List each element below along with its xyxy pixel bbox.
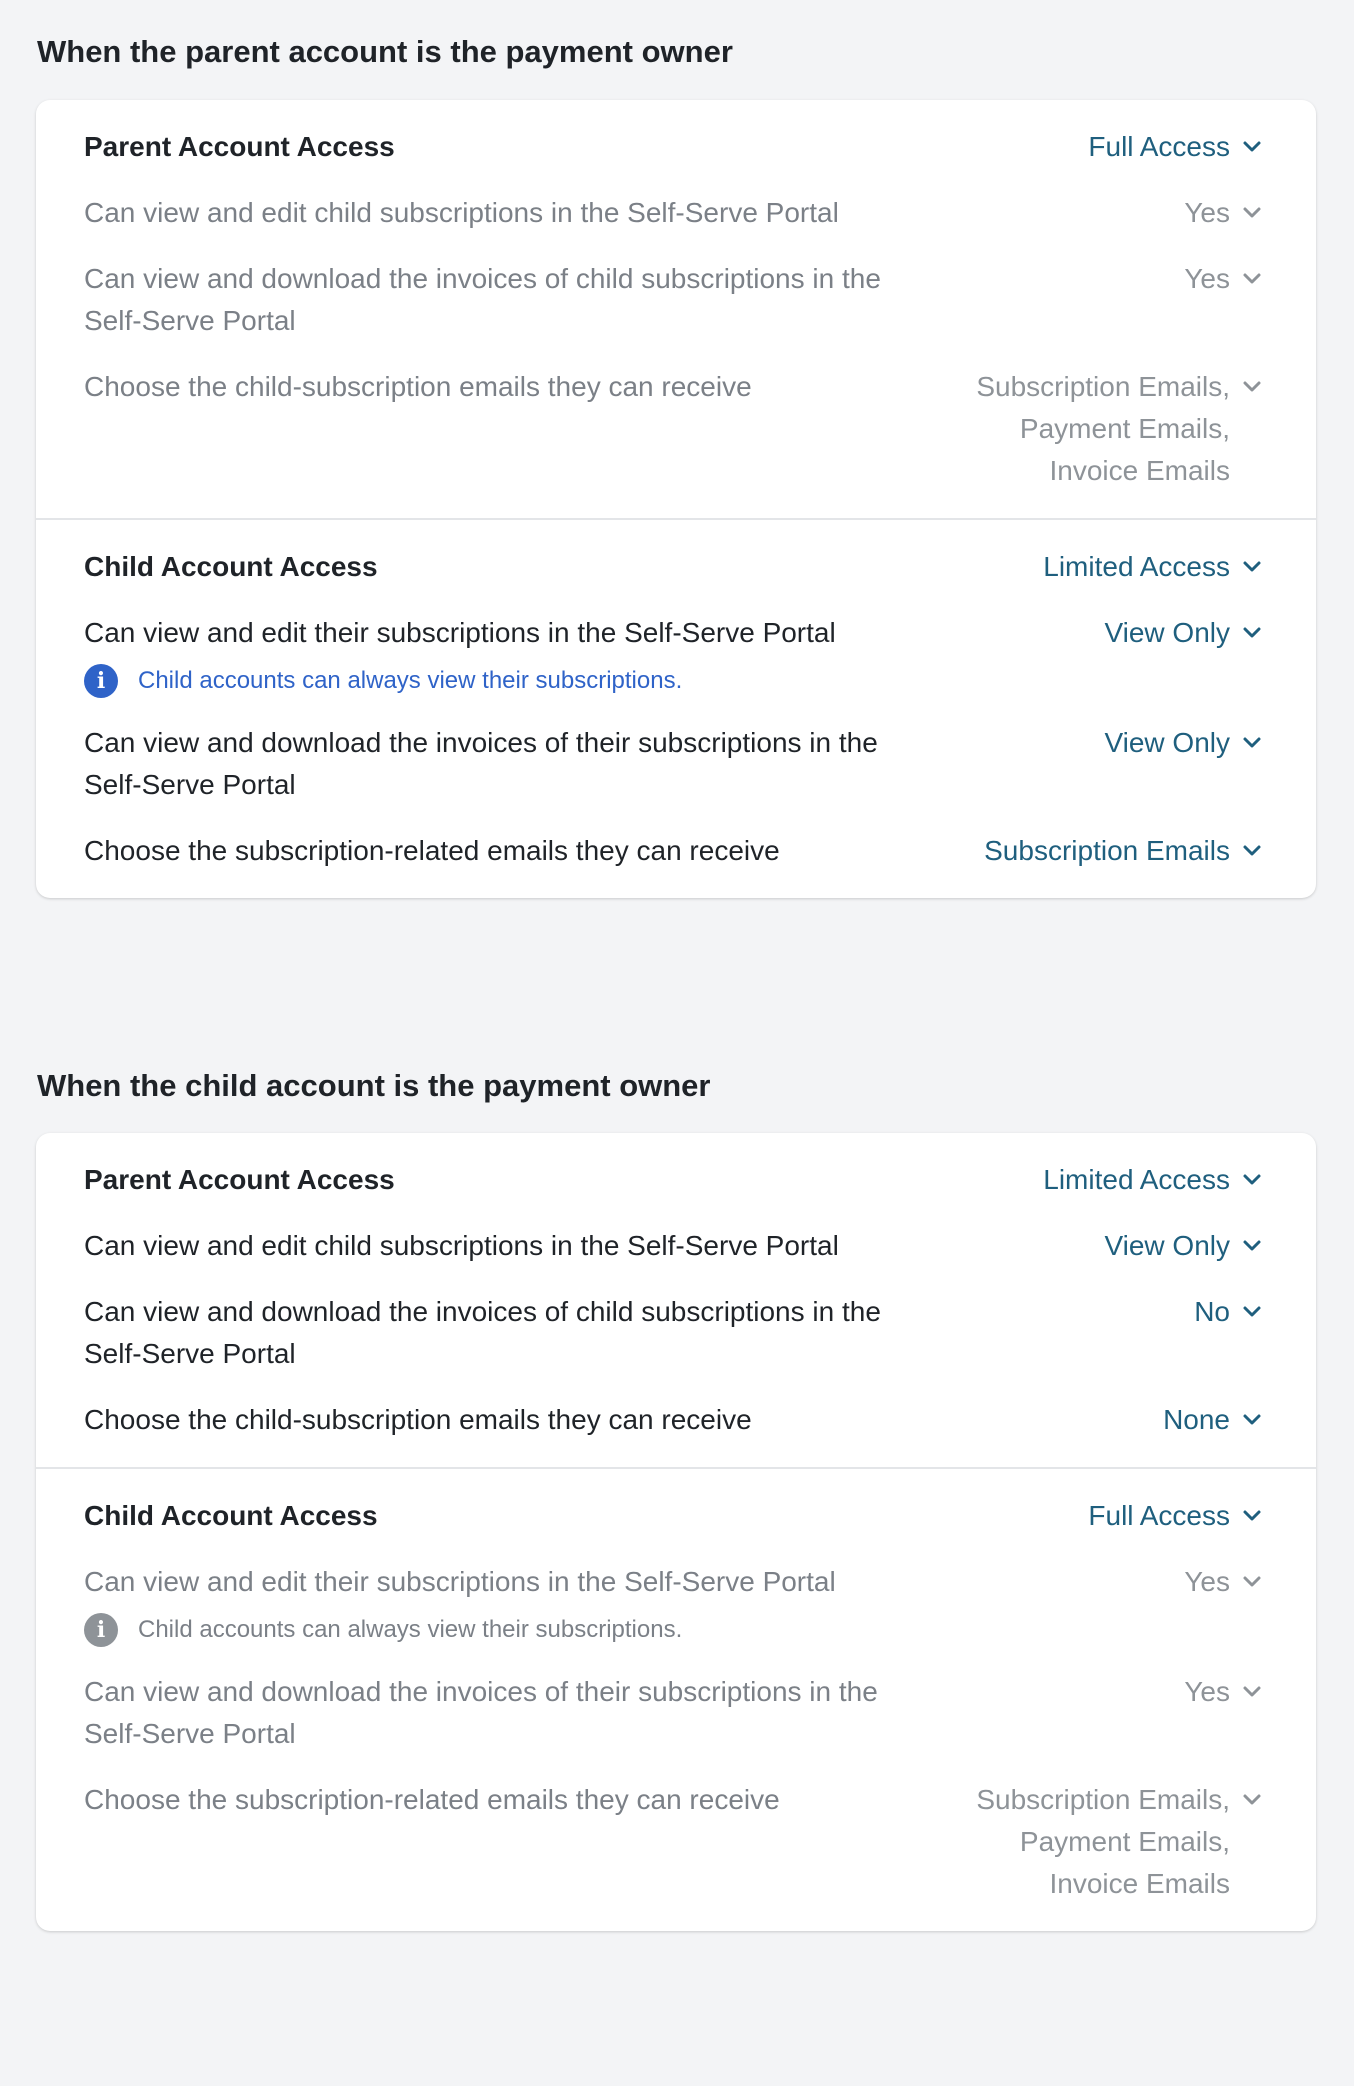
setting-label: Can view and edit their subscriptions in the Self-Serve Portal [84,1566,836,1597]
setting-select[interactable] [1184,1671,1268,1713]
setting-label: Choose the child-subscription emails they can receive [84,1404,752,1435]
setting-value: View Only [1104,727,1230,758]
setting-value-line: Subscription Emails, [976,371,1230,402]
setting-row [84,192,1268,234]
child-access-value: Full Access [1088,1500,1230,1531]
setting-value-line: Invoice Emails [1049,455,1230,486]
setting-row [84,830,1268,872]
setting-label: Can view and download the invoices of child subscriptions in the Self-Serve Portal [84,1296,881,1369]
setting-value: Yes [1184,263,1230,294]
parent-owner-card [36,100,1316,898]
setting-row [84,1561,1268,1603]
info-note-text: Child accounts can always view their subscriptions. [138,1616,683,1643]
setting-row [84,1399,1268,1441]
setting-label: Choose the child-subscription emails they can receive [84,371,752,402]
chevron-down-icon [1236,1291,1268,1333]
setting-value [976,1779,1230,1905]
setting-label: Choose the subscription-related emails they can receive [84,1784,780,1815]
setting-value: No [1194,1296,1230,1327]
parent-access-value: Full Access [1088,131,1230,162]
setting-value: Yes [1184,197,1230,228]
info-note-text: Child accounts can always view their subscriptions. [138,667,683,694]
setting-value-line: Payment Emails, [1019,1826,1230,1857]
setting-label: Can view and download the invoices of their subscriptions in the Self-Serve Portal [84,1676,878,1749]
setting-select[interactable] [976,366,1268,492]
setting-value [976,366,1230,492]
setting-value: Yes [1184,1566,1230,1597]
setting-select[interactable] [1184,258,1268,300]
child-owner-card [36,1133,1316,1931]
parent-access-heading: Parent Account Access [84,1164,395,1195]
setting-row [84,1671,1268,1755]
setting-label: Can view and download the invoices of child subscriptions in the Self-Serve Portal [84,263,881,336]
chevron-down-icon [1236,258,1268,300]
setting-label: Choose the subscription-related emails they can receive [84,835,780,866]
info-icon: i [84,1613,118,1647]
child-access-select[interactable] [1043,546,1268,588]
info-note [84,664,1268,698]
section-title-child-owner: When the child account is the payment owner [37,1068,711,1103]
setting-select[interactable] [1184,192,1268,234]
setting-value: Subscription Emails [984,835,1230,866]
chevron-down-icon [1236,1159,1268,1201]
setting-select[interactable] [1104,722,1268,764]
parent-access-row [84,126,1268,168]
child-account-access-group [36,518,1316,898]
setting-select[interactable] [1194,1291,1268,1333]
parent-access-select[interactable] [1088,126,1268,168]
parent-access-select[interactable] [1043,1159,1268,1201]
setting-row [84,612,1268,654]
chevron-down-icon [1236,722,1268,764]
chevron-down-icon [1236,1225,1268,1267]
info-icon: i [84,664,118,698]
setting-row [84,722,1268,806]
setting-value-line: Subscription Emails, [976,1784,1230,1815]
child-account-access-group [36,1467,1316,1931]
chevron-down-icon [1236,1561,1268,1603]
chevron-down-icon [1236,1671,1268,1713]
child-access-heading: Child Account Access [84,551,378,582]
setting-select[interactable] [1104,612,1268,654]
parent-access-value: Limited Access [1043,1164,1230,1195]
setting-label: Can view and edit their subscriptions in the Self-Serve Portal [84,617,836,648]
parent-access-row [84,1159,1268,1201]
chevron-down-icon [1236,192,1268,234]
setting-select[interactable] [984,830,1268,872]
chevron-down-icon [1236,1779,1268,1821]
parent-account-access-group [36,100,1316,518]
chevron-down-icon [1236,830,1268,872]
chevron-down-icon [1236,546,1268,588]
setting-label: Can view and download the invoices of their subscriptions in the Self-Serve Portal [84,727,878,800]
chevron-down-icon [1236,126,1268,168]
setting-row [84,258,1268,342]
setting-row [84,1225,1268,1267]
child-access-row [84,546,1268,588]
setting-value: View Only [1104,1230,1230,1261]
child-access-value: Limited Access [1043,551,1230,582]
parent-account-access-group [36,1133,1316,1467]
section-title-parent-owner: When the parent account is the payment owner [37,34,733,69]
child-access-heading: Child Account Access [84,1500,378,1531]
setting-value-line: Payment Emails, [1019,413,1230,444]
setting-select[interactable] [1104,1225,1268,1267]
setting-select[interactable] [1184,1561,1268,1603]
setting-row [84,1779,1268,1905]
parent-access-heading: Parent Account Access [84,131,395,162]
child-access-select[interactable] [1088,1495,1268,1537]
setting-row [84,366,1268,492]
chevron-down-icon [1236,366,1268,408]
setting-label: Can view and edit child subscriptions in the Self-Serve Portal [84,197,839,228]
setting-label: Can view and edit child subscriptions in the Self-Serve Portal [84,1230,839,1261]
chevron-down-icon [1236,1495,1268,1537]
chevron-down-icon [1236,612,1268,654]
setting-value: None [1163,1404,1230,1435]
setting-value: Yes [1184,1676,1230,1707]
setting-row [84,1291,1268,1375]
setting-select[interactable] [976,1779,1268,1905]
setting-value: View Only [1104,617,1230,648]
chevron-down-icon [1236,1399,1268,1441]
setting-select[interactable] [1163,1399,1268,1441]
setting-value-line: Invoice Emails [1049,1868,1230,1899]
child-access-row [84,1495,1268,1537]
info-note [84,1613,1268,1647]
